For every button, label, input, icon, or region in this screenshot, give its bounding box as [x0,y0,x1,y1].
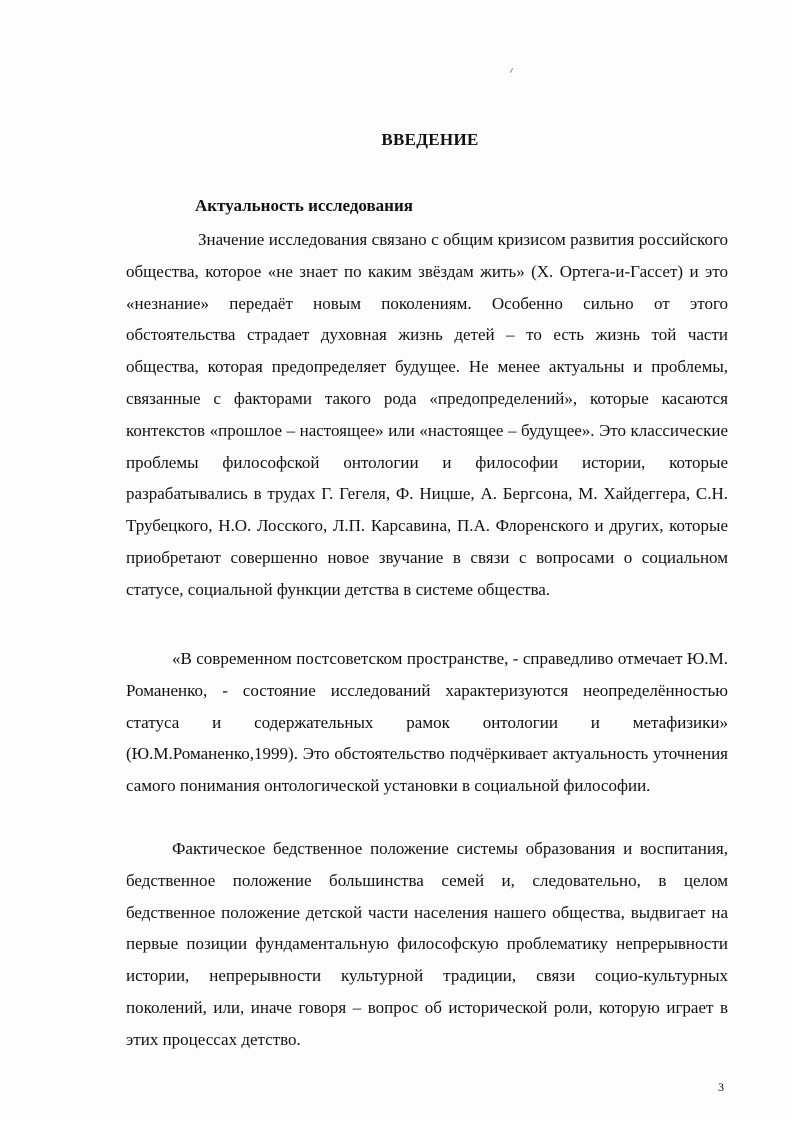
section-heading: Актуальность исследования [195,196,413,215]
page-number: 3 [718,1080,724,1094]
paragraph-1: Значение исследования связано с общим кризисом развития российского общества, которое «не знает по каким звёздам жить» (Х. Ортега-и-Гассет) и это «незнание» передаёт новым поколениям. Особенно сильно от этого обстоятельства страдает духовная жизнь детей – то есть жизнь той части общества, которая предопределяет будущее. Не менее актуальны и проблемы, связанные с факторами такого рода «предопределений», которые касаются контекстов «прошлое – настоящее» или «настоящее – будущее». Это классические проблемы философской онтологии и философии истории, которые разрабатывались в трудах Г. Гегеля, Ф. Ницше, А. Бергсона, М. Хайдеггера, С.Н. Трубецкого, Н.О. Лосского, Л.П. Карсавина, П.А. Флоренского и других, которые приобретают совершенно новое звучание в связи с вопросами о социальном статусе, социальной функции детства в системе общества. [126,230,728,599]
paragraph-3: Фактическое бедственное положение системы образования и воспитания, бедственное положение большинства семей и, следовательно, в целом бедственное положение детской части населения нашего общества, выдвигает на первые позиции фундаментальную философскую проблематику непрерывности истории, непрерывности культурной традиции, связи социо-культурных поколений, или, иначе говоря – вопрос об исторической роли, которую играет в этих процессах детство. [126,839,728,1049]
paragraph-2: «В современном постсоветском пространстве, - справедливо отмечает Ю.М. Романенко, - состояние исследований характеризуются неопределённостью статуса и содержательных рамок онтологии и метафизики» (Ю.М.Романенко,1999). Это обстоятельство подчёркивает актуальность уточнения самого понимания онтологической установки в социальной философии. [126,649,728,796]
scan-speck [510,68,513,73]
page-title: ВВЕДЕНИЕ [381,130,479,149]
